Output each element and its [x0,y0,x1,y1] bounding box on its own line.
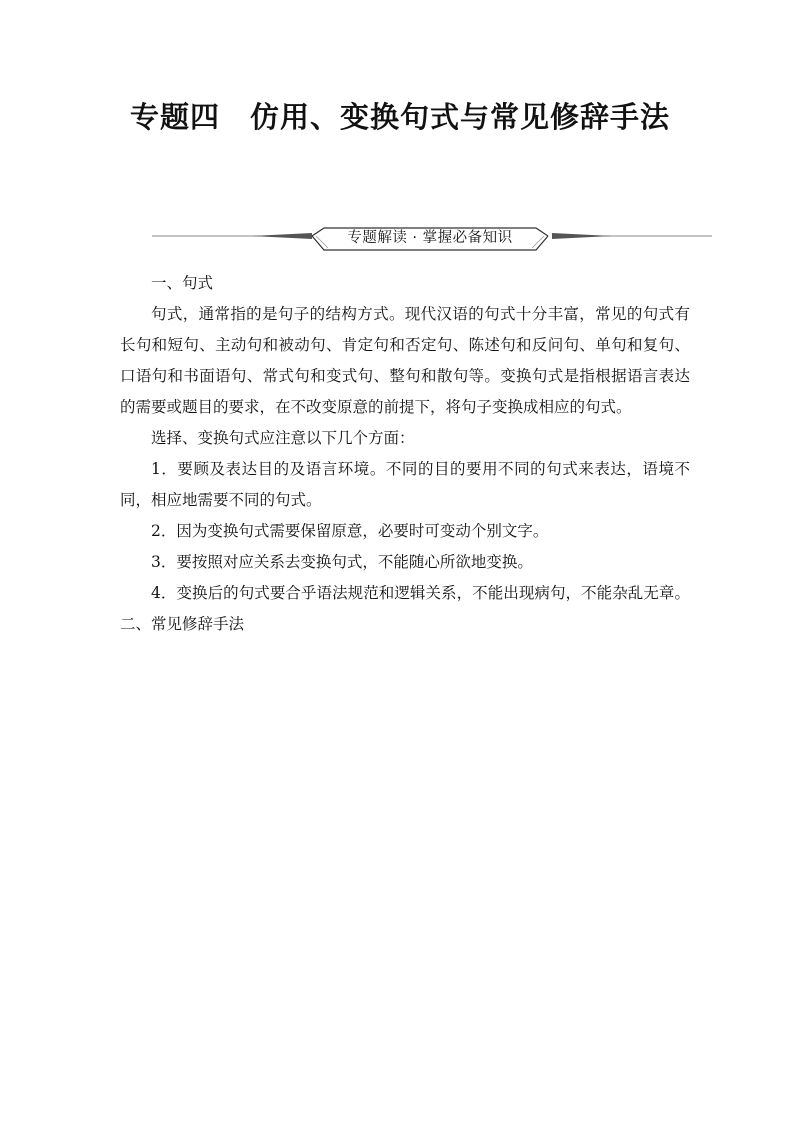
list-item: 1．要顾及表达目的及语言环境。不同的目的要用不同的句式来表达，语境不同，相应地需要不同的句式。 [120,460,690,509]
list-item: 4．变换后的句式要合乎语法规范和逻辑关系，不能出现病句，不能杂乱无章。二、常见修辞手法 [120,584,690,633]
list-item: 2．因为变换句式需要保留原意，必要时可变动个别文字。 [151,522,549,540]
paragraph: 选择、变换句式应注意以下几个方面： [151,429,415,447]
section-banner [152,226,712,252]
paragraph: 句式，通常指的是句子的结构方式。现代汉语的句式十分丰富，常见的句式有长句和短句、主动句和被动句、肯定句和否定句、陈述句和反问句、单句和复句、口语句和书面语句、常式句和变式句、整句和散句等。变换句式是指根据语言表达的需要或题目的要求，在不改变原意的前提下，将句子变换成相应的句式。 [120,305,690,416]
page-title: 专题四 仿用、变换句式与常见修辞手法 [129,100,670,134]
section-heading: 一、句式 [151,274,214,292]
banner-label: 专题解读 · 掌握必备知识 [347,230,513,246]
list-item: 3．要按照对应关系去变换句式，不能随心所欲地变换。 [151,553,533,571]
document-body [120,268,690,640]
